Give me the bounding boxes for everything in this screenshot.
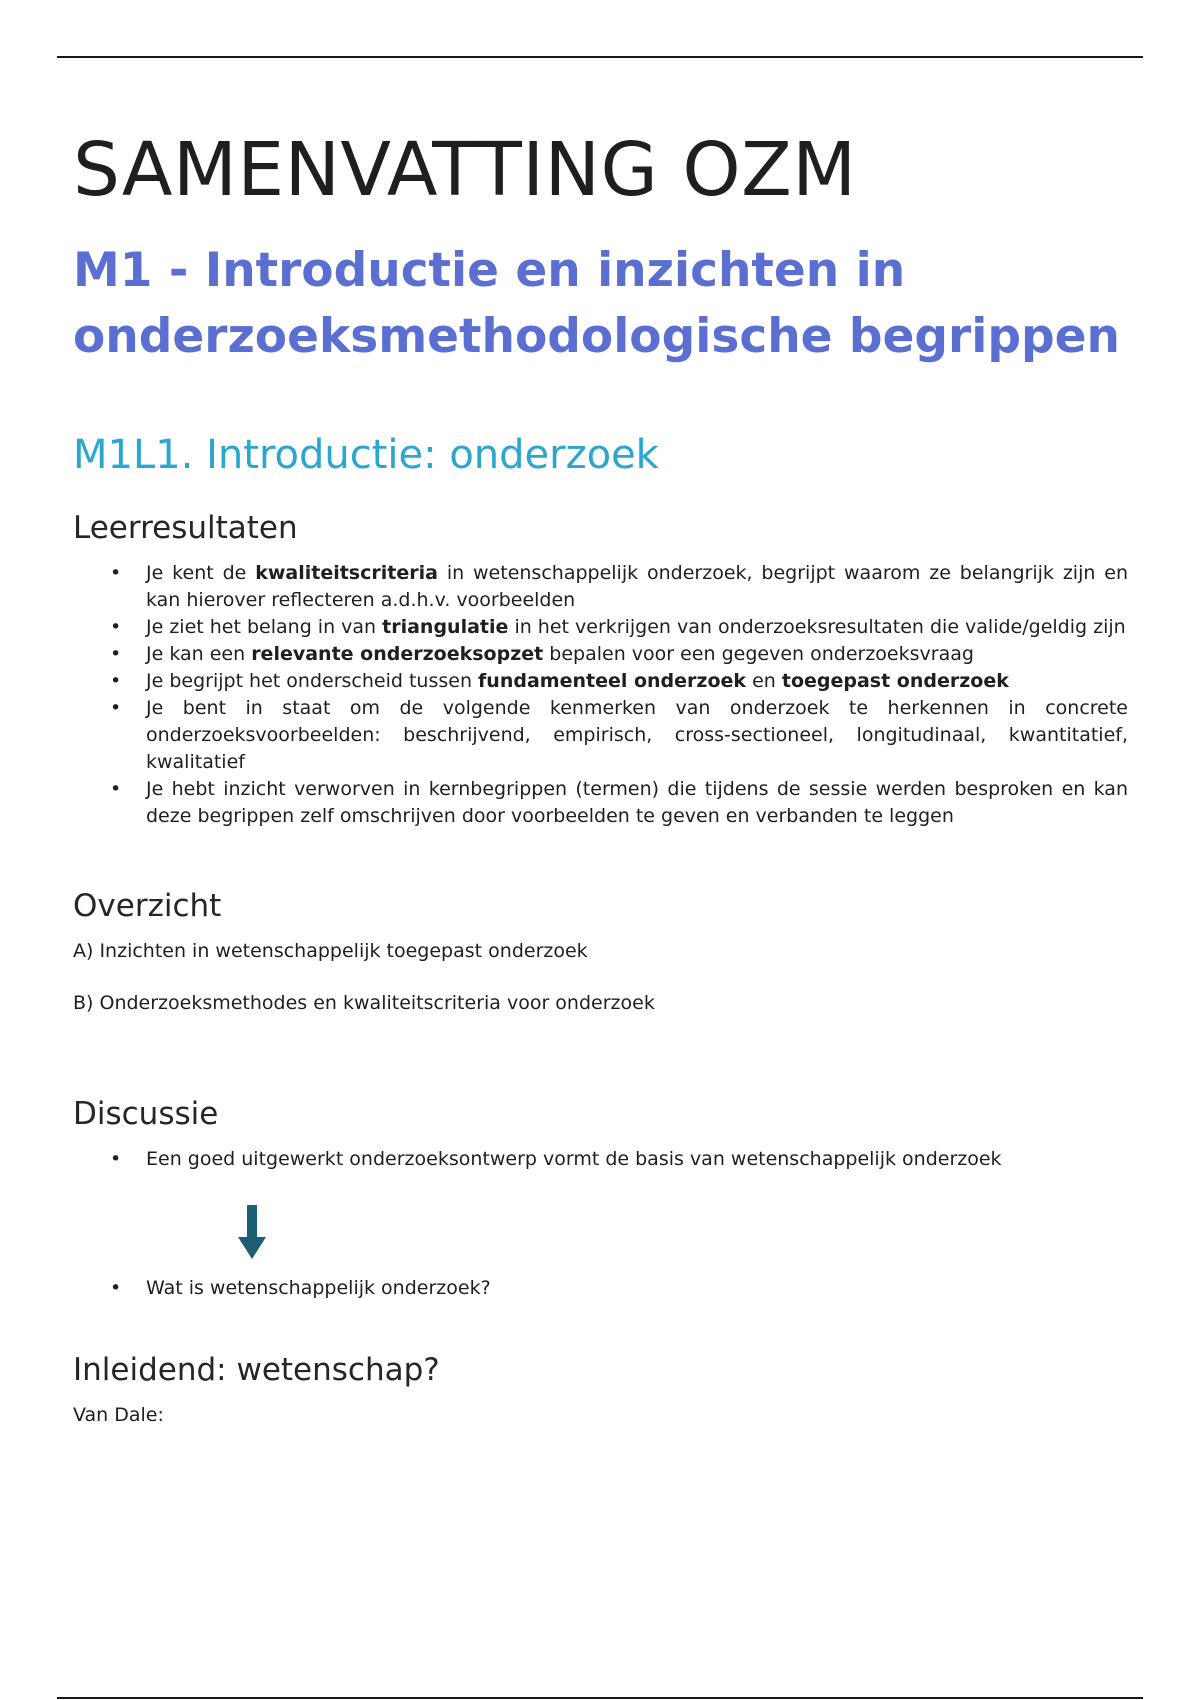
list-item-text: Een goed uitgewerkt onderzoeksontwerp vormt de basis van wetenschappelijk onderzoek — [146, 1148, 1002, 1170]
list-item — [73, 641, 1128, 668]
list-item-text: Je begrijpt het onderscheid tussen — [146, 670, 479, 692]
bullet-icon: • — [110, 1148, 122, 1170]
section-heading-leerresultaten: Leerresultaten — [73, 510, 298, 546]
lesson-title: M1L1. Introductie: onderzoek — [73, 432, 659, 478]
list-item-text: Wat is wetenschappelijk onderzoek? — [146, 1277, 491, 1299]
discussie-list — [73, 1146, 1128, 1173]
list-item-bold: kwaliteitscriteria — [255, 562, 438, 584]
bullet-icon: • — [110, 697, 122, 719]
list-item-text: in het verkrijgen van onderzoeksresultaten die valide/geldig zijn — [508, 616, 1126, 638]
list-item-bold: relevante onderzoeksopzet — [251, 643, 544, 665]
bullet-icon: • — [110, 616, 122, 638]
section-heading-overzicht: Overzicht — [73, 888, 222, 924]
leerresultaten-list — [73, 560, 1128, 830]
list-item-text: Je kent de — [146, 562, 256, 584]
section-heading-inleidend: Inleidend: wetenschap? — [73, 1352, 440, 1388]
van-dale-label: Van Dale: — [73, 1404, 164, 1426]
list-item — [73, 695, 1128, 776]
list-item-text: Je hebt inzicht verworven in kernbegrippen (termen) die tijdens de sessie werden besproken en kan deze begrippen zelf omschrijven door voorbeelden te geven en verbanden te leggen — [146, 778, 1128, 827]
top-rule — [57, 56, 1143, 58]
list-item — [73, 614, 1128, 641]
list-item — [73, 560, 1128, 614]
overzicht-item-a: A) Inzichten in wetenschappelijk toegepast onderzoek — [73, 940, 588, 962]
bullet-icon: • — [110, 670, 122, 692]
list-item-text: Je ziet het belang in van — [146, 616, 383, 638]
list-item-text: Je kan een — [146, 643, 252, 665]
list-item — [73, 1275, 1128, 1302]
down-arrow-icon — [238, 1205, 266, 1259]
list-item-text: en — [746, 670, 782, 692]
document-page — [73, 128, 1128, 1429]
list-item-text: Je bent in staat om de volgende kenmerken van onderzoek te herkennen in concrete onderzoeksvoorbeelden: beschrijvend, empirisch, cross-sectioneel, longitudinaal, kwantitatief, kwalitatief — [146, 697, 1128, 773]
list-item-bold: fundamenteel onderzoek — [478, 670, 747, 692]
bottom-rule — [57, 1697, 1143, 1699]
discussie-list-2 — [73, 1275, 1128, 1302]
arrow-container — [73, 1173, 1128, 1259]
list-item — [73, 668, 1128, 695]
list-item-bold: triangulatie — [382, 616, 509, 638]
section-heading-discussie: Discussie — [73, 1096, 219, 1132]
list-item — [73, 776, 1128, 830]
overzicht-item-b: B) Onderzoeksmethodes en kwaliteitscriteria voor onderzoek — [73, 992, 655, 1014]
bullet-icon: • — [110, 778, 122, 800]
list-item-text: bepalen voor een gegeven onderzoeksvraag — [543, 643, 974, 665]
bullet-icon: • — [110, 643, 122, 665]
list-item — [73, 1146, 1128, 1173]
module-title: M1 - Introductie en inzichten in onderzoeksmethodologische begrippen — [73, 243, 1120, 364]
list-item-text: in wetenschappelijk onderzoek, begrijpt waarom ze belangrijk zijn en kan hierover reflecteren a.d.h.v. voorbeelden — [146, 562, 1128, 611]
list-item-bold: toegepast onderzoek — [781, 670, 1009, 692]
bullet-icon: • — [110, 1277, 122, 1299]
document-title: SAMENVATTING OZM — [73, 127, 857, 213]
bullet-icon: • — [110, 562, 122, 584]
